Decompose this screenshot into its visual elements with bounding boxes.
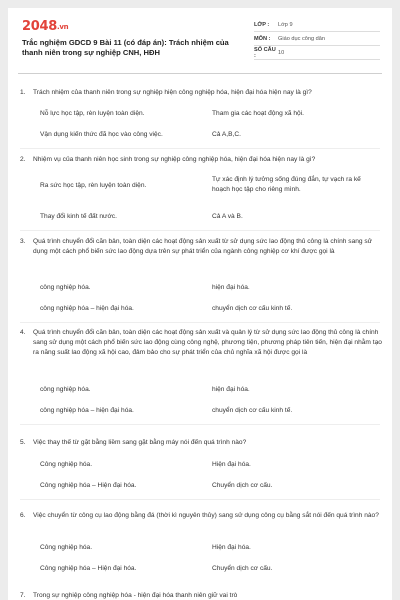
option-d[interactable]: Chuyển dịch cơ cấu. <box>212 565 273 572</box>
option-c[interactable]: công nghiệp hóa – hiện đại hóa. <box>40 305 134 312</box>
option-c[interactable]: Công nghiệp hóa – Hiện đại hóa. <box>40 482 137 489</box>
option-d[interactable]: Chuyển dịch cơ cấu. <box>212 482 273 489</box>
question-separator <box>20 424 380 425</box>
option-c[interactable]: Vận dụng kiến thức đã học vào công việc. <box>40 131 163 138</box>
question-separator <box>20 148 380 149</box>
site-logo[interactable]: 2048.vn <box>22 19 69 34</box>
option-c[interactable]: Thay đổi kinh tế đất nước. <box>40 213 117 220</box>
option-b[interactable]: Tham gia các hoạt động xã hội. <box>212 110 305 117</box>
question-separator <box>20 499 380 500</box>
question-5: 5. Việc thay thế từ gặt bằng liềm sang gặt bằng máy nói đến quá trình nào? <box>20 439 247 446</box>
question-1: 1. Trách nhiệm của thanh niên trong sự nghiệp hiện công nghiệp hóa, hiện đại hóa hiện nay là gì? <box>20 89 312 96</box>
meta-value: 10 <box>278 50 285 56</box>
question-separator <box>20 322 380 323</box>
document-title: Trắc nghiệm GDCD 9 Bài 11 (có đáp án): Trách nhiệm của thanh niên trong sự nghiệp CNH, HĐH <box>22 38 229 57</box>
option-a[interactable]: Ra sức học tập, rèn luyện toàn diện. <box>40 182 147 189</box>
option-d[interactable]: chuyển dịch cơ cấu kinh tế. <box>212 407 293 414</box>
meta-key: LỚP : <box>254 22 270 28</box>
option-b[interactable]: hiện đại hóa. <box>212 386 250 393</box>
option-d[interactable]: Cả A,B,C. <box>212 131 241 138</box>
question-6: 6. Việc chuyển từ công cụ lao động bằng đá (thời kì nguyên thủy) sang sử dụng công cụ bằng sắt nói đến quá trình nào? <box>20 512 379 519</box>
meta-key: MÔN : <box>254 36 271 42</box>
option-a[interactable]: Công nghiệp hóa. <box>40 461 93 468</box>
option-a[interactable]: Nỗ lực học tập, rèn luyện toàn diện. <box>40 110 145 117</box>
option-a[interactable]: công nghiệp hóa. <box>40 284 91 291</box>
meta-value: Giáo dục công dân <box>278 36 325 42</box>
option-d[interactable]: chuyển dịch cơ cấu kinh tế. <box>212 305 293 312</box>
question-separator <box>20 230 380 231</box>
document-page <box>8 8 392 600</box>
meta-value: Lớp 9 <box>278 22 293 28</box>
option-a[interactable]: Công nghiệp hóa. <box>40 544 93 551</box>
question-4: 4. Quá trình chuyển đổi căn bản, toàn diện các hoạt động sản xuất và quản lý từ sử dụng sức lao động thủ công là chính sang sử dụng một cách phổ biến sức lao động cùng công nghệ, phương tiện, phương pháp tiên tiến, hiện đại nhằm tạo ra năng suất lao động xã hội cao, đảm bảo cho sự phát triển của chủ nghĩa xã hội được gọi là <box>20 329 382 356</box>
option-d[interactable]: Cả A và B. <box>212 213 243 220</box>
option-b[interactable]: Hiện đại hóa. <box>212 544 251 551</box>
option-b[interactable]: hiện đại hóa. <box>212 284 250 291</box>
question-2: 2. Nhiệm vụ của thanh niên học sinh trong sự nghiệp công nghiệp hóa, hiện đại hóa hiện nay là gì? <box>20 156 316 163</box>
question-3: 3. Quá trình chuyển đổi căn bản, toàn diện các hoạt động sản xuất từ sử dụng sức lao động thủ công là chính sang sử dụng một cách phổ biến sức lao động dựa trên sự phát triển của ngành công nghiệp cơ khí được gọi là <box>20 238 373 255</box>
option-a[interactable]: công nghiệp hóa. <box>40 386 91 393</box>
meta-key: SỐ CÂU : <box>254 47 276 59</box>
option-c[interactable]: Công nghiệp hóa – Hiện đại hóa. <box>40 565 137 572</box>
question-7: 7. Trong sự nghiệp công nghiệp hóa - hiện đại hóa thanh niên giữ vai trò <box>20 592 238 599</box>
option-b[interactable]: Hiện đại hóa. <box>212 461 251 468</box>
option-c[interactable]: công nghiệp hóa – hiện đại hóa. <box>40 407 134 414</box>
option-b[interactable]: Tự xác định lý tưởng sống đúng đắn, tự vạch ra kế hoạch học tập cho riêng mình. <box>212 176 361 193</box>
question-list <box>8 8 392 600</box>
